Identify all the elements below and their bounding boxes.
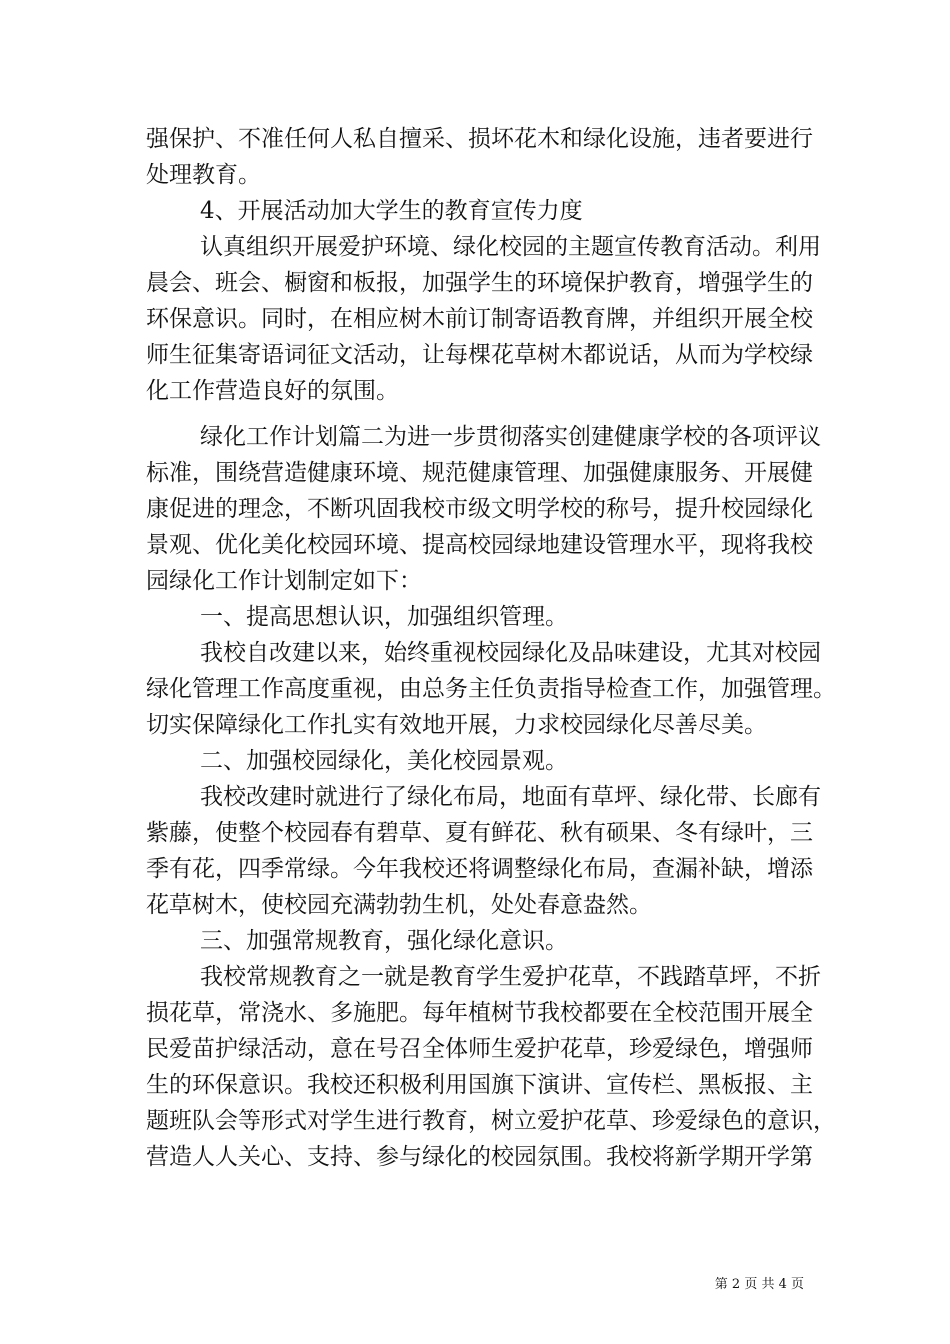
text-line: 我校常规教育之一就是教育学生爱护花草，不践踏草坪，不折 [200, 964, 821, 990]
text-line: 处理教育。 [146, 162, 261, 188]
text-line: 环保意识。同时，在相应树木前订制寄语教育牌，并组织开展全校 [146, 306, 813, 332]
text-line: 晨会、班会、橱窗和板报，加强学生的环境保护教育，增强学生的 [146, 270, 813, 296]
page-number: 第 2 页 共 4 页 [714, 1277, 804, 1292]
text-line: 营造人人关心、支持、参与绿化的校园氛围。我校将新学期开学第 [146, 1144, 813, 1170]
text-line: 强保护、不准任何人私自擅采、损坏花木和绿化设施，违者要进行 [146, 126, 813, 152]
text-line: 题班队会等形式对学生进行教育，树立爱护花草、珍爱绿色的意识， [146, 1108, 836, 1134]
text-line: 损花草，常浇水、多施肥。每年植树节我校都要在全校范围开展全 [146, 1000, 813, 1026]
section-heading: 三、加强常规教育，强化绿化意识。 [200, 928, 568, 954]
text-line: 园绿化工作计划制定如下： [146, 568, 422, 594]
text-line: 师生征集寄语词征文活动，让每棵花草树木都说话，从而为学校绿 [146, 342, 813, 368]
text-line: 切实保障绿化工作扎实有效地开展，力求校园绿化尽善尽美。 [146, 712, 767, 738]
section-heading: 一、提高思想认识，加强组织管理。 [200, 604, 568, 630]
text-line: 季有花，四季常绿。今年我校还将调整绿化布局，查漏补缺，增添 [146, 856, 813, 882]
text-line: 绿化工作计划篇二为进一步贯彻落实创建健康学校的各项评议 [200, 424, 821, 450]
section-heading: 4、开展活动加大学生的教育宣传力度 [200, 198, 583, 224]
text-line: 景观、优化美化校园环境、提高校园绿地建设管理水平，现将我校 [146, 532, 813, 558]
text-line: 我校改建时就进行了绿化布局，地面有草坪、绿化带、长廊有 [200, 784, 821, 810]
text-line: 标准，围绕营造健康环境、规范健康管理、加强健康服务、开展健 [146, 460, 813, 486]
text-line: 生的环保意识。我校还积极利用国旗下演讲、宣传栏、黑板报、主 [146, 1072, 813, 1098]
text-line: 康促进的理念，不断巩固我校市级文明学校的称号，提升校园绿化 [146, 496, 813, 522]
section-heading: 二、加强校园绿化，美化校园景观。 [200, 748, 568, 774]
text-line: 绿化管理工作高度重视，由总务主任负责指导检查工作，加强管理。 [146, 676, 836, 702]
text-line: 化工作营造良好的氛围。 [146, 378, 399, 404]
text-line: 民爱苗护绿活动，意在号召全体师生爱护花草，珍爱绿色，增强师 [146, 1036, 813, 1062]
text-line: 花草树木，使校园充满勃勃生机，处处春意盎然。 [146, 892, 652, 918]
text-line: 认真组织开展爱护环境、绿化校园的主题宣传教育活动。利用 [200, 234, 821, 260]
text-line: 紫藤，使整个校园春有碧草、夏有鲜花、秋有硕果、冬有绿叶，三 [146, 820, 813, 846]
text-line: 我校自改建以来，始终重视校园绿化及品味建设，尤其对校园 [200, 640, 821, 666]
